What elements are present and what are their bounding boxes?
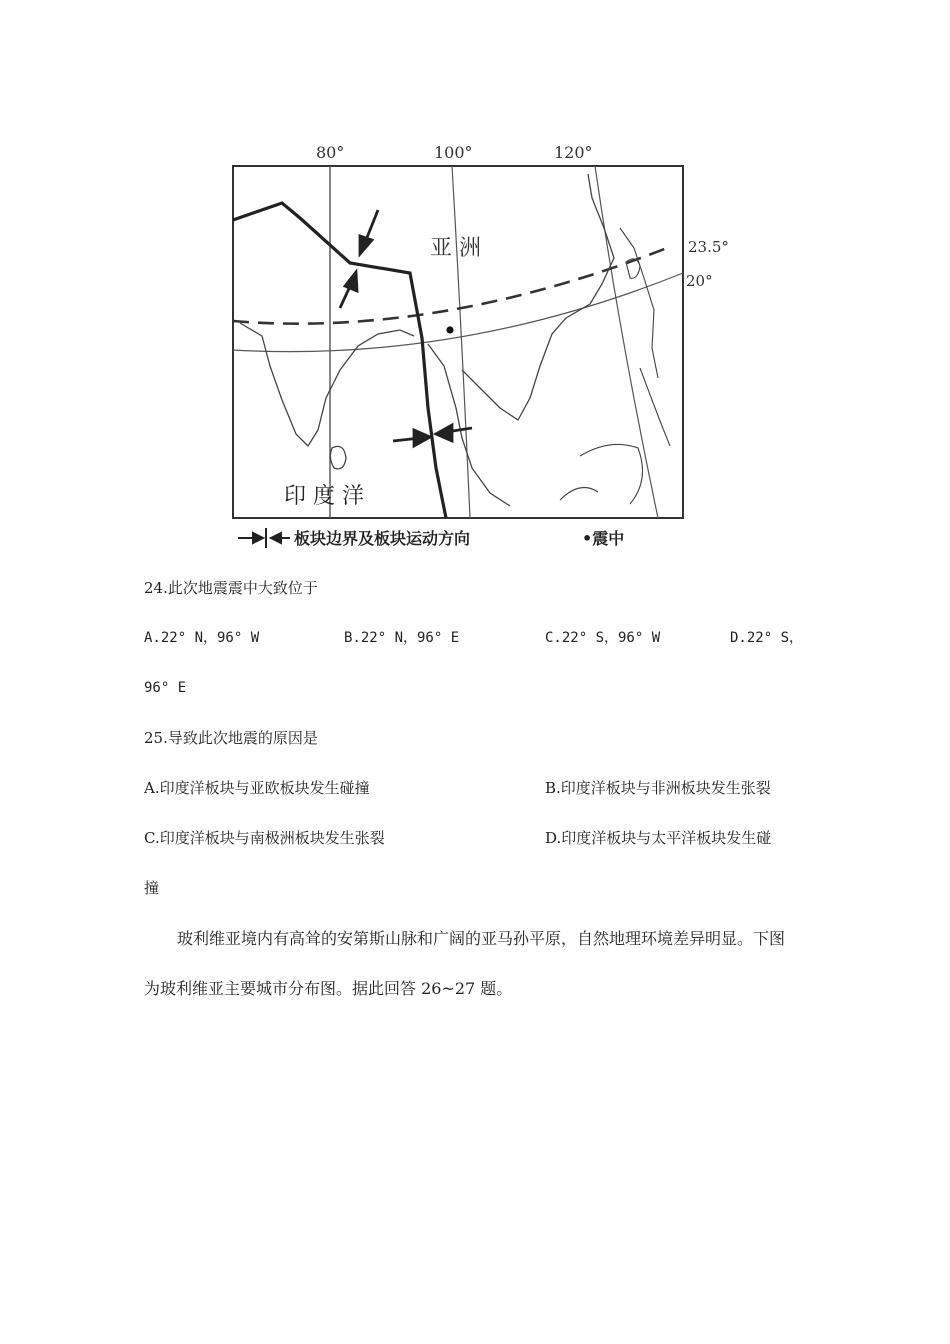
lat-label-23-5: 23.5°: [688, 238, 729, 256]
meridian-120: [595, 166, 658, 518]
asia-label: 亚 洲: [430, 236, 481, 261]
q25-option-d: D.印度洋板块与太平洋板块发生碰: [545, 829, 772, 847]
legend-epicenter-text: •震中: [582, 529, 625, 548]
coastline-indochina: [428, 174, 614, 506]
q25-option-c: C.印度洋板块与南极洲板块发生张裂: [144, 829, 385, 847]
passage-line-1: 玻利维亚境内有高耸的安第斯山脉和广阔的亚马孙平原，自然地理环境差异明显。下图: [177, 929, 786, 948]
legend-boundary-text: 板块边界及板块运动方向: [294, 529, 471, 548]
q24-option-d: D.22° S，: [730, 630, 804, 646]
meridian-100: [452, 166, 470, 518]
lon-label-100: 100°: [434, 143, 473, 162]
tectonic-map-figure: [200, 108, 760, 556]
parallel-20: [233, 273, 683, 352]
lat-label-20: 20°: [686, 272, 713, 290]
indian-ocean-label: 印 度 洋: [284, 484, 364, 509]
lon-label-80: 80°: [316, 143, 345, 162]
passage-line-2: 为玻利维亚主要城市分布图。据此回答 26~27 题。: [144, 979, 513, 998]
q24-stem: 24.此次地震震中大致位于: [144, 579, 318, 597]
lon-label-120: 120°: [554, 143, 593, 162]
q25-option-b: B.印度洋板块与非洲板块发生张裂: [545, 779, 771, 797]
q24-option-b: B.22° N，96° E: [344, 630, 460, 646]
island-srilanka: [330, 446, 346, 469]
q25-option-d-continued: 撞: [144, 879, 160, 897]
q25-option-a: A.印度洋板块与亚欧板块发生碰撞: [144, 779, 370, 797]
plate-boundary-line: [233, 203, 446, 518]
legend-boundary-symbol: [238, 528, 290, 548]
q24-option-c: C.22° S，96° W: [545, 630, 661, 646]
epicenter-dot: [446, 326, 453, 333]
coastline-india: [240, 323, 414, 446]
q25-stem: 25.导致此次地震的原因是: [144, 729, 318, 747]
q24-option-a: A.22° N，96° W: [144, 630, 260, 646]
q24-option-d-continued: 96° E: [144, 680, 187, 696]
coastline-islands: [560, 228, 670, 504]
